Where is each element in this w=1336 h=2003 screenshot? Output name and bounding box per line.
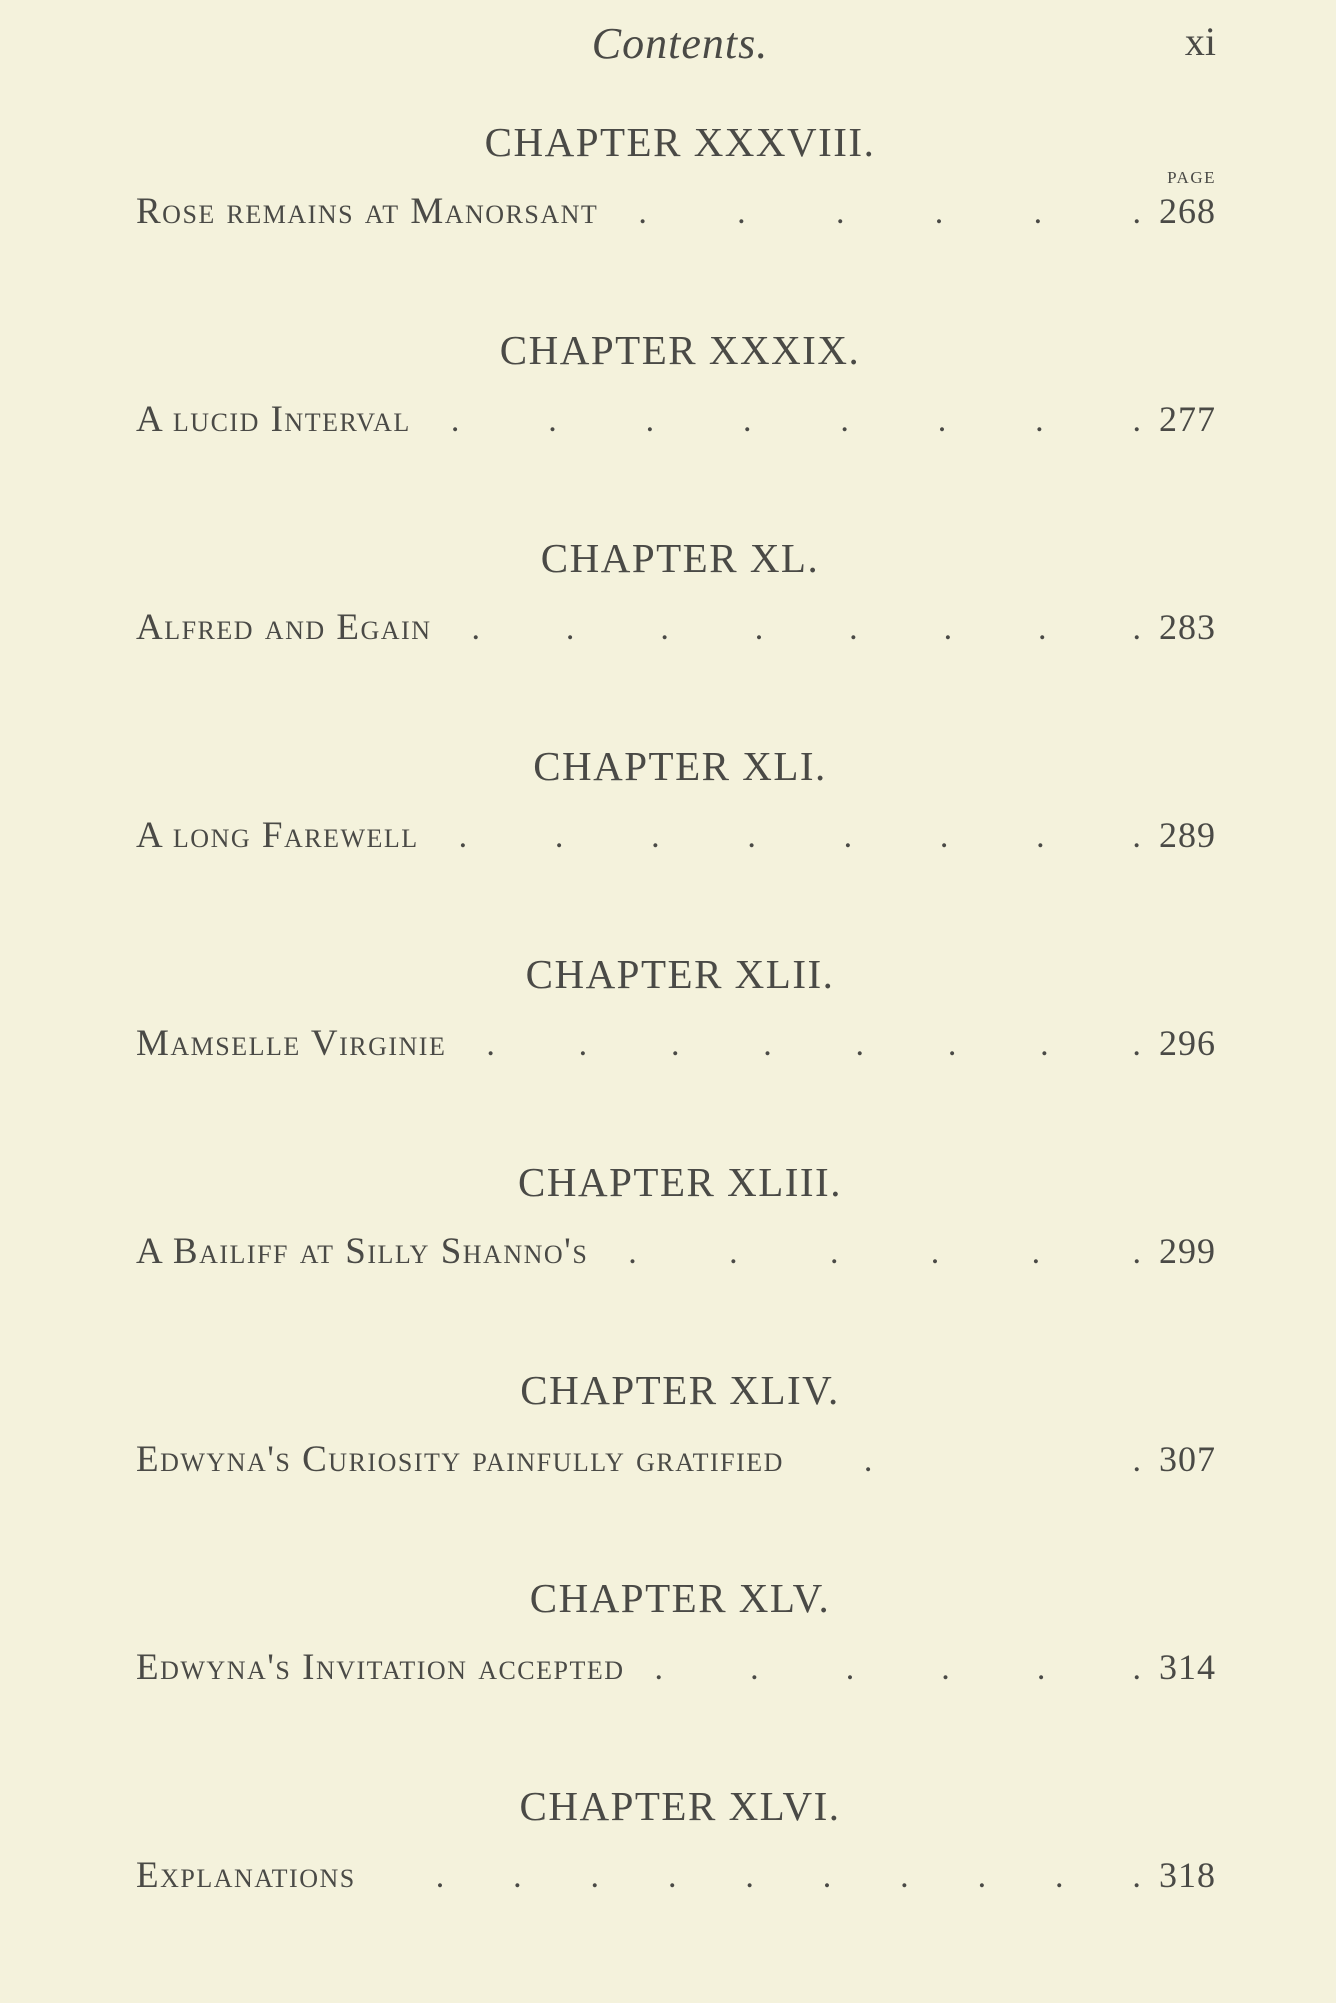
chapter-heading: CHAPTER XLI. [533,743,827,789]
entry-title: Rose remains at Manorsant [136,191,599,232]
entry-title: Alfred and Egain [136,607,432,648]
entry-title: Explanations [136,1855,356,1896]
contents-entry[interactable] [136,1646,1216,1696]
entry-title: A Bailiff at Silly Shanno's [136,1231,589,1272]
dot-leader: . . . . . . . . [486,1026,1141,1063]
chapter-heading: CHAPTER XXXVIII. [484,119,876,165]
entry-title: Edwyna's Invitation accepted [136,1647,625,1688]
entry-page-number: 314 [1159,1647,1216,1687]
dot-leader: . . . . . . . . [471,610,1141,647]
contents-entry[interactable] [136,1230,1216,1280]
contents-entry[interactable] [136,606,1216,656]
contents-entry[interactable] [136,814,1216,864]
chapter-block [0,742,1336,892]
chapter-block [0,1782,1336,1932]
chapter-heading: CHAPTER XLV. [529,1575,831,1621]
running-head-title: Contents. [591,19,769,68]
chapter-heading: CHAPTER XXXIX. [499,327,861,373]
chapter-heading: CHAPTER XLIV. [520,1367,840,1413]
page-folio: xi [1184,19,1216,64]
chapter-block [0,950,1336,1100]
entry-page-number: 277 [1159,399,1216,439]
contents-entry[interactable] [136,190,1216,240]
chapter-heading: CHAPTER XL. [540,535,820,581]
contents-entry[interactable] [136,1854,1216,1904]
dot-leader: . . . . . . . . [458,818,1141,855]
entry-title: Edwyna's Curiosity painfully gratified [136,1439,784,1480]
page-column-label: PAGE [1167,168,1216,187]
dot-leader: . . . . . . [628,1234,1141,1271]
entry-page-number: 299 [1159,1231,1216,1271]
entry-page-number: 318 [1159,1855,1216,1895]
entry-page-number: 283 [1159,607,1216,647]
contents-entry[interactable] [136,398,1216,448]
entry-title: A lucid Interval [136,399,411,440]
dot-leader: . . [863,1442,1141,1479]
chapter-block [0,534,1336,684]
chapter-heading: CHAPTER XLIII. [518,1159,842,1205]
entry-page-number: 307 [1159,1439,1216,1479]
entry-page-number: 268 [1159,191,1216,231]
contents-entry[interactable] [136,1022,1216,1072]
dot-leader: . . . . . . [654,1650,1141,1687]
entry-page-number: 289 [1159,815,1216,855]
chapter-block [0,1366,1336,1516]
entry-title: Mamselle Virginie [136,1023,447,1064]
chapter-block [0,1574,1336,1724]
chapter-heading: CHAPTER XLVI. [519,1783,841,1829]
contents-entry[interactable] [136,1438,1216,1488]
entry-page-number: 296 [1159,1023,1216,1063]
dot-leader: . . . . . . [638,194,1141,231]
entry-title: A long Farewell [136,815,419,856]
dot-leader: . . . . . . . . . . [435,1858,1141,1895]
chapter-block [0,1158,1336,1308]
chapter-block [0,118,1336,268]
dot-leader: . . . . . . . . [450,402,1141,439]
chapter-block [0,326,1336,476]
running-head [0,18,1336,78]
chapter-heading: CHAPTER XLII. [525,951,835,997]
